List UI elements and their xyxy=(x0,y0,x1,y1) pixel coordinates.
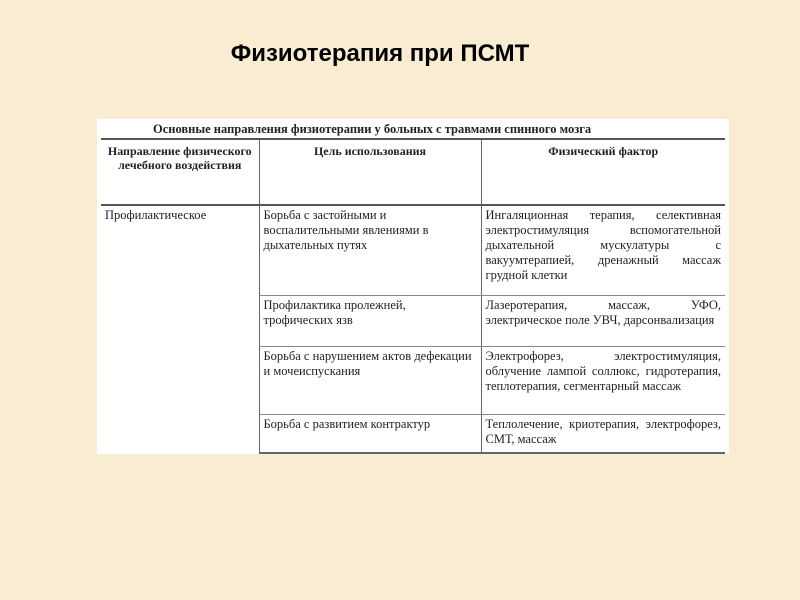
goal-cell: Профилактика пролежней, трофических язв xyxy=(259,296,481,347)
factor-cell: Электрофорез, электростимуляция, облучение лампой соллюкс, гидротерапия, теплотерапия, сегментарный массаж xyxy=(481,347,725,415)
factor-cell: Теплолечение, криотерапия, электрофорез, СМТ, массаж xyxy=(481,415,725,454)
goal-cell: Борьба с развитием контрактур xyxy=(259,415,481,454)
factor-cell: Ингаляционная терапия, селективная электростимуляция вспомогательной дыхательной мускулатуры с вакуумтерапией, дренажный массаж грудной клетки xyxy=(481,205,725,296)
header-goal: Цель использования xyxy=(259,139,481,205)
goal-cell: Борьба с застойными и воспалительными явлениями в дыхательных путях xyxy=(259,205,481,296)
header-direction: Направление физического лечебного воздействия xyxy=(101,139,259,205)
table-row xyxy=(101,205,725,296)
factor-cell: Лазеротерапия, массаж, УФО, электрическое поле УВЧ, дарсонвализация xyxy=(481,296,725,347)
physiotherapy-table xyxy=(101,138,725,454)
scanned-table-image xyxy=(97,119,729,454)
header-factor: Физический фактор xyxy=(481,139,725,205)
direction-cell: Профилактическое xyxy=(105,208,207,222)
table-header-row xyxy=(101,139,725,205)
slide-title: Физиотерапия при ПСМТ xyxy=(230,40,530,67)
table-caption: Основные направления физиотерапии у больных с травмами спинного мозга xyxy=(153,122,592,136)
goal-cell: Борьба с нарушением актов дефекации и мочеиспускания xyxy=(259,347,481,415)
